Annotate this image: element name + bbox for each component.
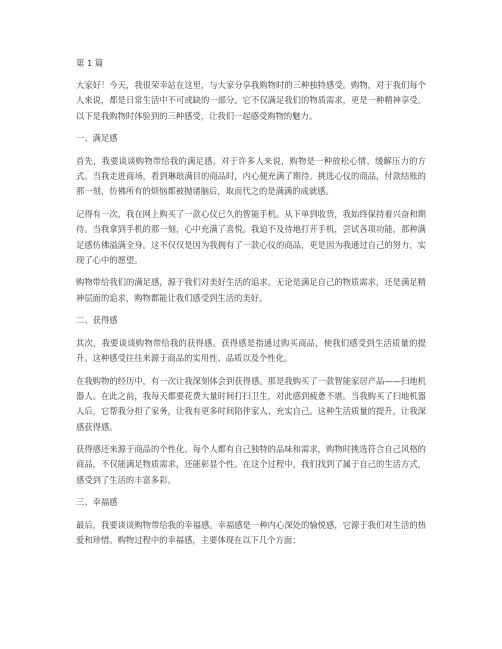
paragraph-gain-1: 其次，我要谈谈购物带给我的获得感。获得感是指通过购买商品，使我们感受到生活质量的提升。这种感受往往来源于商品的实用性、品质以及个性化。 [76, 338, 426, 364]
document-title: 第 1 篇 [76, 58, 104, 68]
paragraph-gain-3: 获得感还来源于商品的个性化。每个人都有自己独特的品味和需求，购物时挑选符合自己风格的商品，不仅能满足物质需求，还能彰显个性。在这个过程中，我们找到了属于自己的生活方式，感受到了生活的丰富多彩。 [76, 444, 426, 485]
paragraph-satisfaction-1: 首先，我要谈谈购物带给我的满足感。对于许多人来说，购物是一种放松心情、缓解压力的方式。当我走进商场，看到琳琅满目的商品时，内心便充满了期待。挑选心仪的商品，付款结账的那一刻，仿佛所有的烦恼都被抛诸脑后，取而代之的是满满的成就感。 [76, 156, 426, 197]
section-heading-gain: 二、获得感 [76, 315, 118, 326]
paragraph-happiness-1: 最后，我要谈谈购物带给我的幸福感。幸福感是一种内心深处的愉悦感，它源于我们对生活的热爱和珍惜。购物过程中的幸福感，主要体现在以下几个方面： [76, 520, 426, 546]
document-page [76, 56, 426, 548]
paragraph-satisfaction-2: 记得有一次，我在网上购买了一款心仪已久的智能手机。从下单到收货，我始终保持着兴奋和期待。当我拿到手机的那一刻，心中充满了喜悦。我迫不及待地打开手机，尝试各项功能，那种满足感仿佛溢满全身。这不仅仅是因为我拥有了一款心仪的商品，更是因为我通过自己的努力，实现了心中的愿望。 [76, 209, 426, 265]
section-heading-satisfaction: 一、满足感 [76, 133, 118, 144]
section-heading-happiness: 三、幸福感 [76, 497, 118, 508]
paragraph-gain-2: 在我购物的经历中，有一次让我深刻体会到获得感。那是我购买了一款智能家居产品——扫地机器人。在此之前，我每天都要花费大量时间打扫卫生，对此感到疲惫不堪。当我购买了扫地机器人后，它帮我分担了家务，让我有更多时间陪伴家人、充实自己。这种生活质量的提升，让我深感获得感。 [76, 375, 426, 432]
paragraph-satisfaction-3: 购物带给我们的满足感，源于我们对美好生活的追求。无论是满足自己的物质需求，还是满足精神层面的追求，购物都能让我们感受到生活的美好。 [76, 277, 426, 303]
paragraph-intro: 大家好！今天，我很荣幸站在这里，与大家分享我购物时的三种独特感受。购物，对于我们每个人来说，都是日常生活中不可或缺的一部分。它不仅满足我们的物质需求，更是一种精神享受。以下是我购物时体验到的三种感受，让我们一起感受购物的魅力。 [76, 80, 426, 121]
